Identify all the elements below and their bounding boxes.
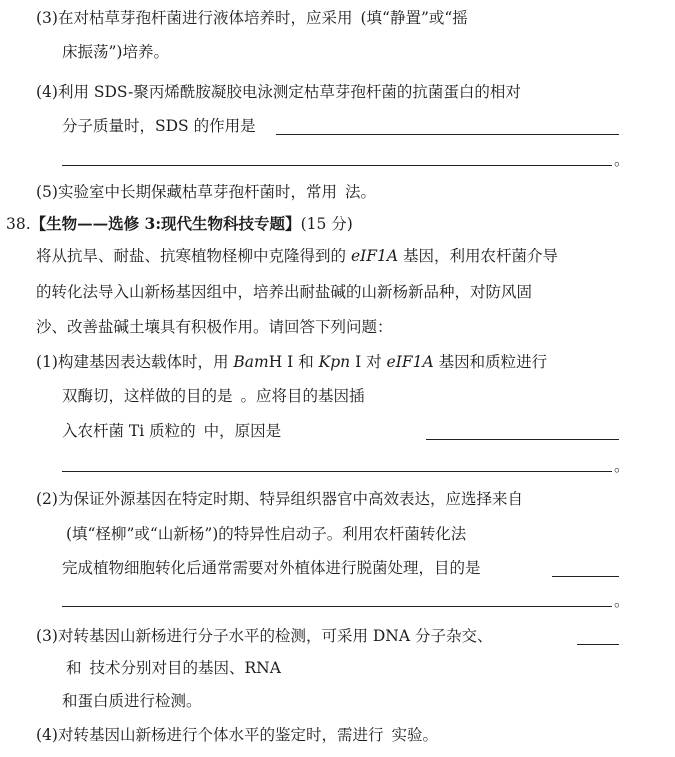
q38-2-answer-blank-3[interactable] (62, 606, 612, 607)
q38-1-answer-blank-3[interactable] (426, 439, 619, 440)
q4-answer-blank-1[interactable] (276, 134, 619, 135)
q38-1-end (614, 456, 630, 476)
q38-1-enzyme-1b: H Ⅰ 和 (268, 353, 319, 371)
q38-number: 38. (6, 215, 31, 233)
q38-intro-1b: 基因，利用农杆菌介导 (398, 247, 558, 265)
q38-3-line-3 (62, 691, 202, 711)
q5-line (36, 182, 376, 202)
q38-heading-line (6, 214, 353, 234)
q38-1-text-a: (1)构建基因表达载体时，用 (36, 353, 234, 371)
q38-3-answer-blank-1[interactable] (577, 644, 619, 645)
q4-line-1 (36, 82, 521, 102)
q5-text-b: 法。 (344, 183, 376, 201)
q38-3-text-a: (3)对转基因山新杨进行分子水平的检测，可采用 DNA 分子杂交、 (36, 627, 493, 645)
q3-text-a: (3)在对枯草芽孢杆菌进行液体培养时，应采用 (36, 9, 353, 27)
q38-2-line-2 (62, 524, 466, 544)
q4-answer-blank-2[interactable] (62, 165, 612, 166)
q38-intro-gene: eIF1A (350, 247, 399, 265)
q38-4-line (36, 725, 438, 745)
q38-1-text-d: 。应将目的基因插 (240, 387, 365, 405)
q38-intro-3: 沙、改善盐碱土壤具有积极作用。请回答下列问题： (36, 318, 393, 336)
q38-1-enzyme-2: Kpn (318, 353, 351, 371)
q38-2-text-b: (填“柽柳”或“山新杨”)的特异性启动子。利用农杆菌转化法 (66, 525, 467, 543)
q38-3-text-c: 技术分别对目的基因、RNA (89, 659, 281, 677)
q4-text-a: (4)利用 SDS-聚丙烯酰胺凝胶电泳测定枯草芽孢杆菌的抗菌蛋白的相对 (36, 83, 521, 101)
q3-text-c: 床振荡”)培养。 (62, 43, 169, 61)
q38-intro-1a: 将从抗旱、耐盐、抗寒植物柽柳中克隆得到的 (36, 247, 351, 265)
q38-2-line-3 (62, 558, 481, 578)
q38-score: (15 分) (300, 215, 353, 233)
q38-1-answer-blank-4[interactable] (62, 471, 612, 472)
q38-2-end (614, 591, 630, 611)
q38-intro-line-2 (36, 282, 532, 302)
q38-1-line-1 (36, 352, 547, 372)
q38-2-text-c: 完成植物细胞转化后通常需要对外植体进行脱菌处理，目的是 (62, 559, 481, 577)
q3-text-b: (填“静置”或“摇 (360, 9, 468, 27)
q38-1-enzyme-1: Bam (233, 353, 269, 371)
q38-1-enzyme-2b: Ⅰ 对 (350, 353, 387, 371)
q38-2-end-mark: 。 (614, 592, 630, 610)
q38-1-text-e: 入农杆菌 Ti 质粒的 (62, 422, 196, 440)
q38-3-line-1 (36, 626, 493, 646)
q38-1-end-mark: 。 (614, 457, 630, 475)
q38-intro-line-1 (36, 246, 558, 266)
q38-1-gene: eIF1A (386, 353, 434, 371)
q38-1-line-3 (62, 421, 281, 441)
q38-4-text-a: (4)对转基因山新杨进行个体水平的鉴定时，需进行 (36, 726, 384, 744)
q4-end (614, 150, 630, 170)
q3-line-1 (36, 8, 468, 28)
q38-intro-2: 的转化法导入山新杨基因组中，培养出耐盐碱的山新杨新品种，对防风固 (36, 283, 533, 301)
q38-3-line-2 (62, 658, 281, 678)
q38-1-text-c: 双酶切，这样做的目的是 (62, 387, 233, 405)
q38-1-text-b: 基因和质粒进行 (433, 353, 548, 371)
q38-intro-line-3 (36, 317, 393, 337)
q3-line-2 (62, 42, 169, 62)
q38-3-text-d: 和蛋白质进行检测。 (62, 692, 202, 710)
q38-1-text-f: 中，原因是 (203, 422, 282, 440)
q38-1-line-2 (62, 386, 365, 406)
q38-3-text-b: 和 (66, 659, 82, 677)
q38-4-text-b: 实验。 (391, 726, 438, 744)
q38-2-answer-blank-2[interactable] (552, 576, 619, 577)
q38-2-line-1 (36, 489, 523, 509)
q4-text-b: 分子质量时，SDS 的作用是 (62, 117, 256, 135)
q4-end-mark: 。 (614, 151, 630, 169)
q38-2-text-a: (2)为保证外源基因在特定时期、特异组织器官中高效表达，应选择来自 (36, 490, 523, 508)
q4-line-2 (62, 116, 256, 136)
q5-text-a: (5)实验室中长期保藏枯草芽孢杆菌时，常用 (36, 183, 337, 201)
q38-heading: 【生物——选修 3:现代生物科技专题】 (30, 214, 301, 233)
